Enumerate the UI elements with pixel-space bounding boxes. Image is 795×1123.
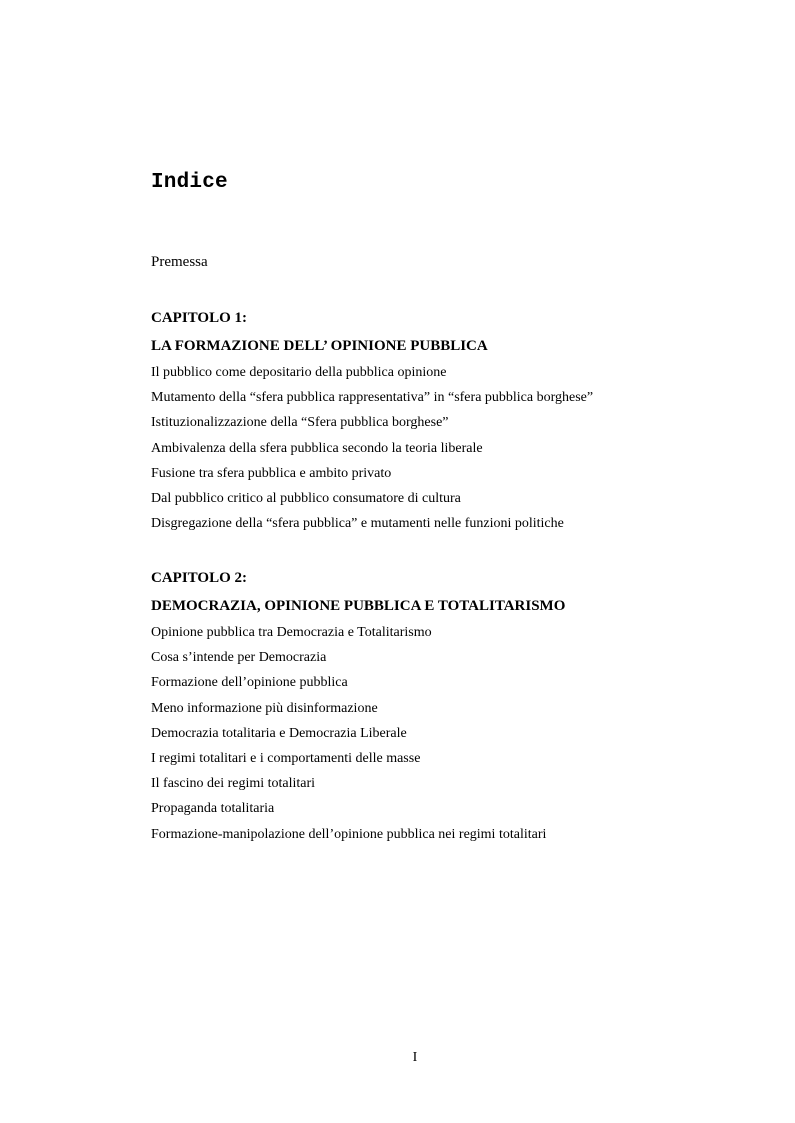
chapter-1-label: CAPITOLO 1: — [151, 310, 247, 326]
toc-entry: Formazione-manipolazione dell’opinione pubblica nei regimi totalitari — [151, 826, 547, 842]
toc-entry: Il pubblico come depositario della pubblica opinione — [151, 365, 447, 380]
toc-entry: Mutamento della “sfera pubblica rappresentativa” in “sfera pubblica borghese” — [151, 390, 594, 406]
index-heading: Indice — [151, 171, 228, 194]
toc-entry: I regimi totalitari e i comportamenti delle masse — [151, 750, 421, 766]
toc-entry: Fusione tra sfera pubblica e ambito privato — [151, 465, 392, 481]
toc-entry: Propaganda totalitaria — [151, 801, 275, 817]
toc-entry: Cosa s’intende per Democrazia — [151, 650, 327, 666]
toc-entry: Il fascino dei regimi totalitari — [151, 776, 316, 792]
toc-entry: Ambivalenza della sfera pubblica secondo la teoria liberale — [151, 440, 483, 456]
toc-entry: Opinione pubblica tra Democrazia e Totalitarismo — [151, 625, 432, 640]
chapter-1-title: LA FORMAZIONE DELL’ OPINIONE PUBBLICA — [151, 338, 488, 354]
chapter-2-section-list — [151, 620, 711, 847]
chapter-1-section-list — [151, 360, 711, 536]
chapter-2-block — [151, 568, 711, 847]
toc-entry-premessa: Premessa — [151, 254, 208, 270]
toc-entry: Disgregazione della “sfera pubblica” e mutamenti nelle funzioni politiche — [151, 516, 564, 532]
toc-entry: Dal pubblico critico al pubblico consumatore di cultura — [151, 490, 461, 506]
toc-entry: Democrazia totalitaria e Democrazia Liberale — [151, 725, 407, 741]
toc-entry: Istituzionalizzazione della “Sfera pubblica borghese” — [151, 415, 449, 431]
chapter-2-label: CAPITOLO 2: — [151, 570, 247, 586]
chapter-2-title: DEMOCRAZIA, OPINIONE PUBBLICA E TOTALITARISMO — [151, 598, 566, 614]
toc-entry: Meno informazione più disinformazione — [151, 700, 378, 716]
chapter-1-block — [151, 308, 711, 536]
toc-entry: Formazione dell’opinione pubblica — [151, 675, 348, 691]
page-number: I — [412, 1050, 418, 1065]
